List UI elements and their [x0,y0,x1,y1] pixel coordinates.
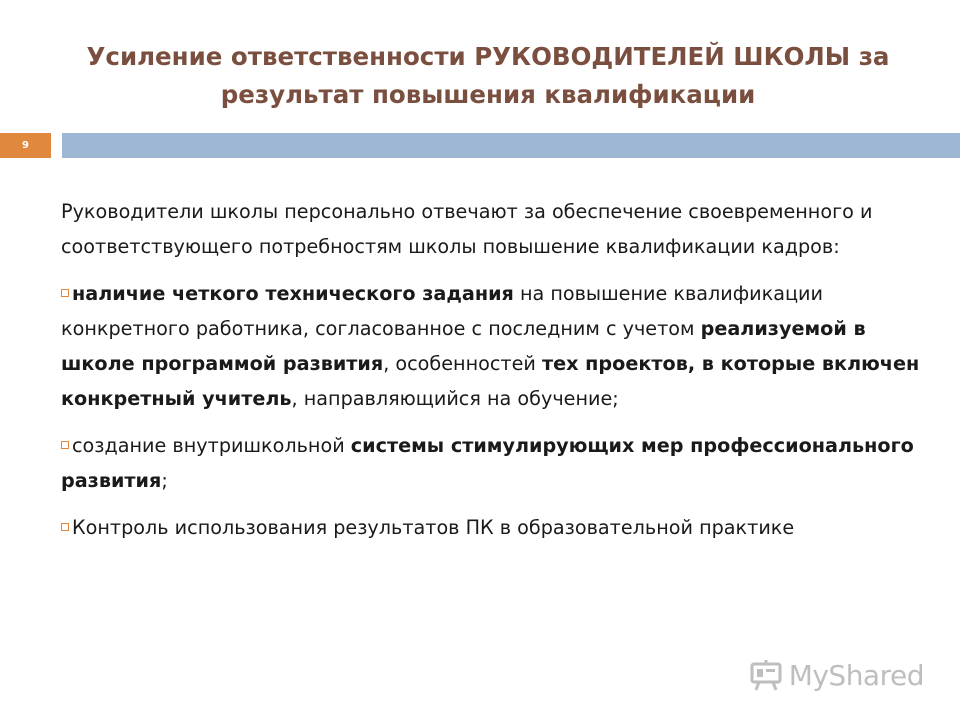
item-text: создание внутришкольной [72,434,351,457]
square-bullet-icon [61,523,69,531]
watermark-text: MyShared [788,658,924,692]
intro-paragraph: Руководители школы персонально отвечают за обеспечение своевременного и соответствующего потребностям школы повышение квалификации кадров: [61,200,873,258]
presentation-board-icon [749,658,783,692]
slide-title: Усиление ответственности РУКОВОДИТЕЛЕЙ ШКОЛЫ за результат повышения квалификации [86,42,890,109]
slide-number: 9 [22,140,29,151]
square-bullet-icon [61,441,69,449]
item-text: ; [161,469,168,492]
bullet-item [61,428,921,498]
item-text: Контроль использования результатов ПК в образовательной практике [72,516,795,539]
slide-content [61,194,921,557]
watermark [749,655,924,695]
square-bullet-icon [61,289,69,297]
item-text-bold: наличие четкого технического задания [72,282,514,305]
item-text: , направляющийся на обучение; [291,387,619,410]
item-text: на повышение квалификации конкретного работника, согласованное с последним с учетом [61,282,823,340]
item-text: , особенностей [383,352,542,375]
bullet-item [61,276,921,416]
item-text-bold: тех проектов, в которые включен конкретный учитель [61,352,920,410]
item-text-bold: системы стимулирующих мер профессионального развития [61,434,914,492]
bullet-item [61,510,921,545]
item-text-bold: реализуемой в школе программой развития [61,317,866,375]
header-divider-bar [62,133,960,158]
